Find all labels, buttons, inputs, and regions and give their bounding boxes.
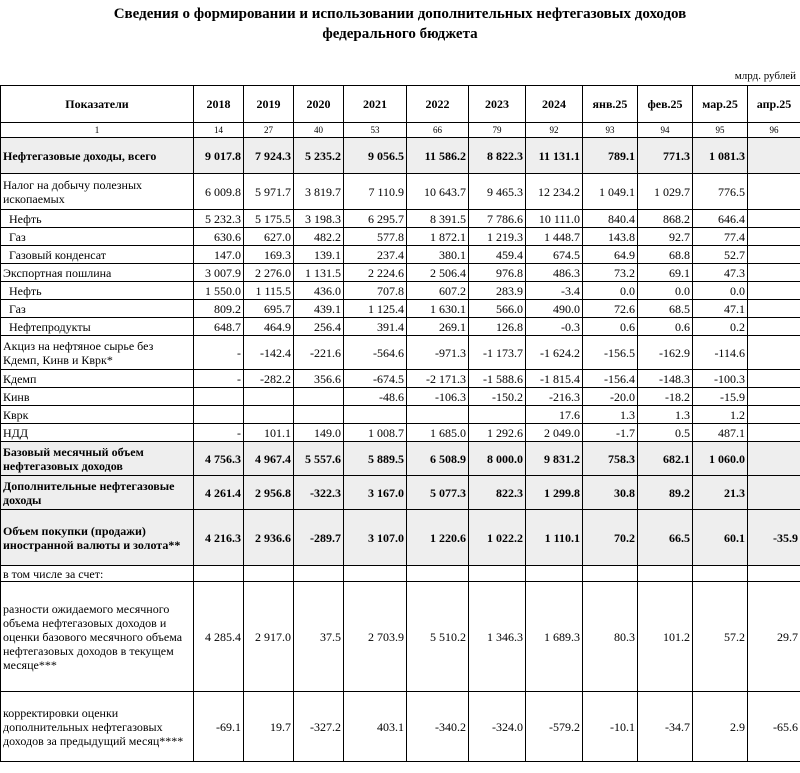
value-cell: 12 234.2 (526, 174, 583, 210)
value-cell: 73.2 (583, 264, 638, 282)
value-cell: 868.2 (638, 210, 693, 228)
value-cell: 459.4 (469, 246, 526, 264)
value-cell: 9 056.5 (344, 138, 407, 174)
value-cell: 68.8 (638, 246, 693, 264)
value-cell: 11 131.1 (526, 138, 583, 174)
value-cell: 5 235.2 (294, 138, 344, 174)
value-cell (748, 566, 800, 582)
value-cell: 2 703.9 (344, 582, 407, 692)
value-cell: 391.4 (344, 318, 407, 336)
value-cell: -322.3 (294, 476, 344, 510)
value-cell: -579.2 (526, 692, 583, 762)
value-cell: 4 216.3 (194, 510, 244, 566)
value-cell: 627.0 (244, 228, 294, 246)
col-header: янв.25 (583, 86, 638, 123)
value-cell: 139.1 (294, 246, 344, 264)
value-cell: -282.2 (244, 370, 294, 388)
value-cell: 486.3 (526, 264, 583, 282)
value-cell (748, 406, 800, 424)
value-cell: -564.6 (344, 336, 407, 370)
index-cell: 40 (294, 123, 344, 138)
value-cell: 0.0 (638, 282, 693, 300)
row-label: корректировки оценки дополнительных нефтегазовых доходов за предыдущий месяц**** (1, 692, 194, 762)
value-cell: 809.2 (194, 300, 244, 318)
value-cell: 2 049.0 (526, 424, 583, 442)
value-cell: 695.7 (244, 300, 294, 318)
value-cell: 143.8 (583, 228, 638, 246)
value-cell (407, 566, 469, 582)
value-cell: 1 060.0 (693, 442, 748, 476)
value-cell: 5 175.5 (244, 210, 294, 228)
index-cell: 53 (344, 123, 407, 138)
value-cell: 1 022.2 (469, 510, 526, 566)
value-cell: -289.7 (294, 510, 344, 566)
row-label: Газовый конденсат (1, 246, 194, 264)
row-label: Налог на добычу полезных ископаемых (1, 174, 194, 210)
value-cell: -162.9 (638, 336, 693, 370)
row-label: Нефтепродукты (1, 318, 194, 336)
value-cell: 439.1 (294, 300, 344, 318)
value-cell: 436.0 (294, 282, 344, 300)
value-cell (194, 566, 244, 582)
value-cell: -0.3 (526, 318, 583, 336)
value-cell: 1 292.6 (469, 424, 526, 442)
value-cell: 648.7 (194, 318, 244, 336)
value-cell: 47.1 (693, 300, 748, 318)
value-cell (748, 138, 800, 174)
col-header: 2019 (244, 86, 294, 123)
value-cell (638, 566, 693, 582)
row-label: Нефть (1, 282, 194, 300)
row-label: в том числе за счет: (1, 566, 194, 582)
value-cell: 0.0 (693, 282, 748, 300)
value-cell (748, 300, 800, 318)
value-cell: -1 173.7 (469, 336, 526, 370)
value-cell: 5 510.2 (407, 582, 469, 692)
value-cell: -142.4 (244, 336, 294, 370)
value-cell: 6 295.7 (344, 210, 407, 228)
value-cell (748, 228, 800, 246)
value-cell: -20.0 (583, 388, 638, 406)
value-cell: - (194, 336, 244, 370)
value-cell: 0.6 (638, 318, 693, 336)
table-row (1, 424, 800, 442)
table-row (1, 210, 800, 228)
value-cell (407, 406, 469, 424)
table-row (1, 264, 800, 282)
value-cell: 403.1 (344, 692, 407, 762)
value-cell: -114.6 (693, 336, 748, 370)
value-cell: -1.7 (583, 424, 638, 442)
value-cell: -674.5 (344, 370, 407, 388)
value-cell: - (194, 424, 244, 442)
value-cell: -156.4 (583, 370, 638, 388)
value-cell (748, 336, 800, 370)
value-cell: 380.1 (407, 246, 469, 264)
index-row (1, 123, 800, 138)
table-row (1, 318, 800, 336)
value-cell: -100.3 (693, 370, 748, 388)
value-cell: 72.6 (583, 300, 638, 318)
row-label: Кинв (1, 388, 194, 406)
index-cell: 79 (469, 123, 526, 138)
value-cell: 1 219.3 (469, 228, 526, 246)
value-cell: 147.0 (194, 246, 244, 264)
value-cell (748, 174, 800, 210)
value-cell (344, 406, 407, 424)
value-cell (748, 476, 800, 510)
value-cell: -148.3 (638, 370, 693, 388)
value-cell: -48.6 (344, 388, 407, 406)
value-cell (469, 406, 526, 424)
value-cell: -327.2 (294, 692, 344, 762)
value-cell: 8 391.5 (407, 210, 469, 228)
value-cell (748, 264, 800, 282)
value-cell: 822.3 (469, 476, 526, 510)
index-cell: 94 (638, 123, 693, 138)
value-cell: 37.5 (294, 582, 344, 692)
col-header: 2023 (469, 86, 526, 123)
value-cell (748, 282, 800, 300)
value-cell: 464.9 (244, 318, 294, 336)
value-cell: 566.0 (469, 300, 526, 318)
value-cell: 6 009.8 (194, 174, 244, 210)
value-cell: 7 110.9 (344, 174, 407, 210)
value-cell: 840.4 (583, 210, 638, 228)
row-label: разности ожидаемого месячного объема нефтегазовых доходов и оценки базового месячного объема нефтегазовых доходов в текущем месяце*** (1, 582, 194, 692)
value-cell: 1.2 (693, 406, 748, 424)
value-cell: 92.7 (638, 228, 693, 246)
value-cell: 1 125.4 (344, 300, 407, 318)
table-row (1, 406, 800, 424)
value-cell: -221.6 (294, 336, 344, 370)
value-cell: 169.3 (244, 246, 294, 264)
value-cell: -1 624.2 (526, 336, 583, 370)
value-cell: -10.1 (583, 692, 638, 762)
value-cell: 283.9 (469, 282, 526, 300)
value-cell: -3.4 (526, 282, 583, 300)
value-cell: 2 956.8 (244, 476, 294, 510)
value-cell: -156.5 (583, 336, 638, 370)
table-row (1, 510, 800, 566)
value-cell: 1 685.0 (407, 424, 469, 442)
value-cell: 1 872.1 (407, 228, 469, 246)
value-cell: -65.6 (748, 692, 800, 762)
col-header: 2020 (294, 86, 344, 123)
value-cell (294, 566, 344, 582)
value-cell: 2 936.6 (244, 510, 294, 566)
value-cell: 5 889.5 (344, 442, 407, 476)
value-cell: 356.6 (294, 370, 344, 388)
value-cell (748, 318, 800, 336)
value-cell: 1.3 (583, 406, 638, 424)
index-cell: 96 (748, 123, 800, 138)
value-cell: 3 107.0 (344, 510, 407, 566)
value-cell: 149.0 (294, 424, 344, 442)
row-label: Нефть (1, 210, 194, 228)
value-cell (244, 566, 294, 582)
value-cell: 771.3 (638, 138, 693, 174)
value-cell: 2 276.0 (244, 264, 294, 282)
value-cell: -2 171.3 (407, 370, 469, 388)
value-cell: 3 167.0 (344, 476, 407, 510)
value-cell (748, 210, 800, 228)
value-cell: 1 630.1 (407, 300, 469, 318)
value-cell: 1 008.7 (344, 424, 407, 442)
value-cell: 11 586.2 (407, 138, 469, 174)
value-cell: 7 924.3 (244, 138, 294, 174)
value-cell: 976.8 (469, 264, 526, 282)
col-header: 2022 (407, 86, 469, 123)
value-cell (344, 566, 407, 582)
header-row (1, 86, 800, 123)
value-cell: 5 077.3 (407, 476, 469, 510)
value-cell: 19.7 (244, 692, 294, 762)
table-row (1, 246, 800, 264)
value-cell: 256.4 (294, 318, 344, 336)
value-cell: 2 917.0 (244, 582, 294, 692)
col-header: фев.25 (638, 86, 693, 123)
value-cell: -971.3 (407, 336, 469, 370)
value-cell: 607.2 (407, 282, 469, 300)
table-row (1, 442, 800, 476)
row-label: Кдемп (1, 370, 194, 388)
value-cell: -18.2 (638, 388, 693, 406)
table-body (1, 138, 800, 762)
value-cell: 126.8 (469, 318, 526, 336)
value-cell: -1 815.4 (526, 370, 583, 388)
title-line-2: федерального бюджета (322, 26, 478, 42)
value-cell (748, 246, 800, 264)
value-cell: 1 110.1 (526, 510, 583, 566)
value-cell: 9 465.3 (469, 174, 526, 210)
col-header: мар.25 (693, 86, 748, 123)
value-cell: 1 550.0 (194, 282, 244, 300)
value-cell: 60.1 (693, 510, 748, 566)
value-cell: 1 299.8 (526, 476, 583, 510)
col-header: Показатели (1, 86, 194, 123)
value-cell: 80.3 (583, 582, 638, 692)
value-cell (748, 442, 800, 476)
value-cell (583, 566, 638, 582)
value-cell: 4 967.4 (244, 442, 294, 476)
table-row (1, 476, 800, 510)
value-cell: 7 786.6 (469, 210, 526, 228)
value-cell: 0.2 (693, 318, 748, 336)
value-cell: 5 232.3 (194, 210, 244, 228)
title-line-1: Сведения о формировании и использовании дополнительных нефтегазовых доходов (113, 6, 687, 22)
value-cell: 4 285.4 (194, 582, 244, 692)
table-row (1, 300, 800, 318)
index-cell: 95 (693, 123, 748, 138)
value-cell: 89.2 (638, 476, 693, 510)
document-title (0, 0, 800, 42)
value-cell: 0.0 (583, 282, 638, 300)
value-cell (748, 424, 800, 442)
table-row (1, 174, 800, 210)
value-cell: 682.1 (638, 442, 693, 476)
value-cell: 1 049.1 (583, 174, 638, 210)
value-cell: 5 971.7 (244, 174, 294, 210)
value-cell: 758.3 (583, 442, 638, 476)
index-cell: 66 (407, 123, 469, 138)
units-label: млрд. рублей (734, 70, 796, 82)
table-row (1, 228, 800, 246)
col-header: 2024 (526, 86, 583, 123)
value-cell: 29.7 (748, 582, 800, 692)
value-cell: -35.9 (748, 510, 800, 566)
value-cell: 789.1 (583, 138, 638, 174)
value-cell: 487.1 (693, 424, 748, 442)
value-cell: 3 007.9 (194, 264, 244, 282)
row-label: Нефтегазовые доходы, всего (1, 138, 194, 174)
value-cell: 269.1 (407, 318, 469, 336)
value-cell (748, 370, 800, 388)
table-row (1, 282, 800, 300)
row-label: Объем покупки (продажи) иностранной валюты и золота** (1, 510, 194, 566)
value-cell: 21.3 (693, 476, 748, 510)
value-cell: 674.5 (526, 246, 583, 264)
value-cell: -34.7 (638, 692, 693, 762)
col-header: 2021 (344, 86, 407, 123)
value-cell: 3 819.7 (294, 174, 344, 210)
value-cell: 1 689.3 (526, 582, 583, 692)
table-row (1, 582, 800, 692)
value-cell: -106.3 (407, 388, 469, 406)
value-cell: 1 081.3 (693, 138, 748, 174)
value-cell: 77.4 (693, 228, 748, 246)
col-header: апр.25 (748, 86, 800, 123)
value-cell: 776.5 (693, 174, 748, 210)
value-cell: 707.8 (344, 282, 407, 300)
value-cell: 101.1 (244, 424, 294, 442)
value-cell: 10 111.0 (526, 210, 583, 228)
table-row (1, 388, 800, 406)
value-cell: 9 831.2 (526, 442, 583, 476)
value-cell: 57.2 (693, 582, 748, 692)
value-cell: 47.3 (693, 264, 748, 282)
table-row (1, 692, 800, 762)
value-cell (526, 566, 583, 582)
value-cell: 68.5 (638, 300, 693, 318)
value-cell: 0.6 (583, 318, 638, 336)
value-cell: 4 756.3 (194, 442, 244, 476)
table-row (1, 566, 800, 582)
value-cell: 577.8 (344, 228, 407, 246)
row-label: НДД (1, 424, 194, 442)
value-cell: 630.6 (194, 228, 244, 246)
value-cell: -340.2 (407, 692, 469, 762)
value-cell: 8 000.0 (469, 442, 526, 476)
value-cell: 1 448.7 (526, 228, 583, 246)
value-cell (244, 406, 294, 424)
value-cell: 1 029.7 (638, 174, 693, 210)
value-cell: 4 261.4 (194, 476, 244, 510)
value-cell: 1 131.5 (294, 264, 344, 282)
index-cell: 14 (194, 123, 244, 138)
value-cell: -15.9 (693, 388, 748, 406)
value-cell: 70.2 (583, 510, 638, 566)
value-cell: 0.5 (638, 424, 693, 442)
value-cell: 9 017.8 (194, 138, 244, 174)
value-cell: 2.9 (693, 692, 748, 762)
value-cell: -69.1 (194, 692, 244, 762)
table-row (1, 370, 800, 388)
revenue-table (0, 85, 800, 762)
value-cell: 1.3 (638, 406, 693, 424)
value-cell: 30.8 (583, 476, 638, 510)
row-label: Кврк (1, 406, 194, 424)
value-cell: 5 557.6 (294, 442, 344, 476)
value-cell: 10 643.7 (407, 174, 469, 210)
index-cell: 1 (1, 123, 194, 138)
value-cell: 1 346.3 (469, 582, 526, 692)
row-label: Газ (1, 300, 194, 318)
value-cell: -1 588.6 (469, 370, 526, 388)
value-cell (693, 566, 748, 582)
row-label: Базовый месячный объем нефтегазовых доходов (1, 442, 194, 476)
row-label: Акциз на нефтяное сырье без Кдемп, Кинв и Кврк* (1, 336, 194, 370)
value-cell: 646.4 (693, 210, 748, 228)
value-cell: 69.1 (638, 264, 693, 282)
value-cell (294, 406, 344, 424)
value-cell: -216.3 (526, 388, 583, 406)
value-cell (244, 388, 294, 406)
index-cell: 93 (583, 123, 638, 138)
value-cell: 6 508.9 (407, 442, 469, 476)
value-cell: 2 224.6 (344, 264, 407, 282)
value-cell: 490.0 (526, 300, 583, 318)
value-cell: 2 506.4 (407, 264, 469, 282)
value-cell: 64.9 (583, 246, 638, 264)
value-cell: 1 220.6 (407, 510, 469, 566)
value-cell (294, 388, 344, 406)
value-cell: 101.2 (638, 582, 693, 692)
value-cell: - (194, 370, 244, 388)
value-cell (194, 388, 244, 406)
row-label: Экспортная пошлина (1, 264, 194, 282)
table-row (1, 336, 800, 370)
index-cell: 92 (526, 123, 583, 138)
table-row (1, 138, 800, 174)
value-cell: 52.7 (693, 246, 748, 264)
col-header: 2018 (194, 86, 244, 123)
value-cell (748, 388, 800, 406)
value-cell: 482.2 (294, 228, 344, 246)
value-cell: 8 822.3 (469, 138, 526, 174)
value-cell: 3 198.3 (294, 210, 344, 228)
value-cell (469, 566, 526, 582)
value-cell: -150.2 (469, 388, 526, 406)
row-label: Газ (1, 228, 194, 246)
value-cell: 17.6 (526, 406, 583, 424)
value-cell: 66.5 (638, 510, 693, 566)
value-cell: -324.0 (469, 692, 526, 762)
value-cell (194, 406, 244, 424)
index-cell: 27 (244, 123, 294, 138)
value-cell: 1 115.5 (244, 282, 294, 300)
value-cell: 237.4 (344, 246, 407, 264)
row-label: Дополнительные нефтегазовые доходы (1, 476, 194, 510)
